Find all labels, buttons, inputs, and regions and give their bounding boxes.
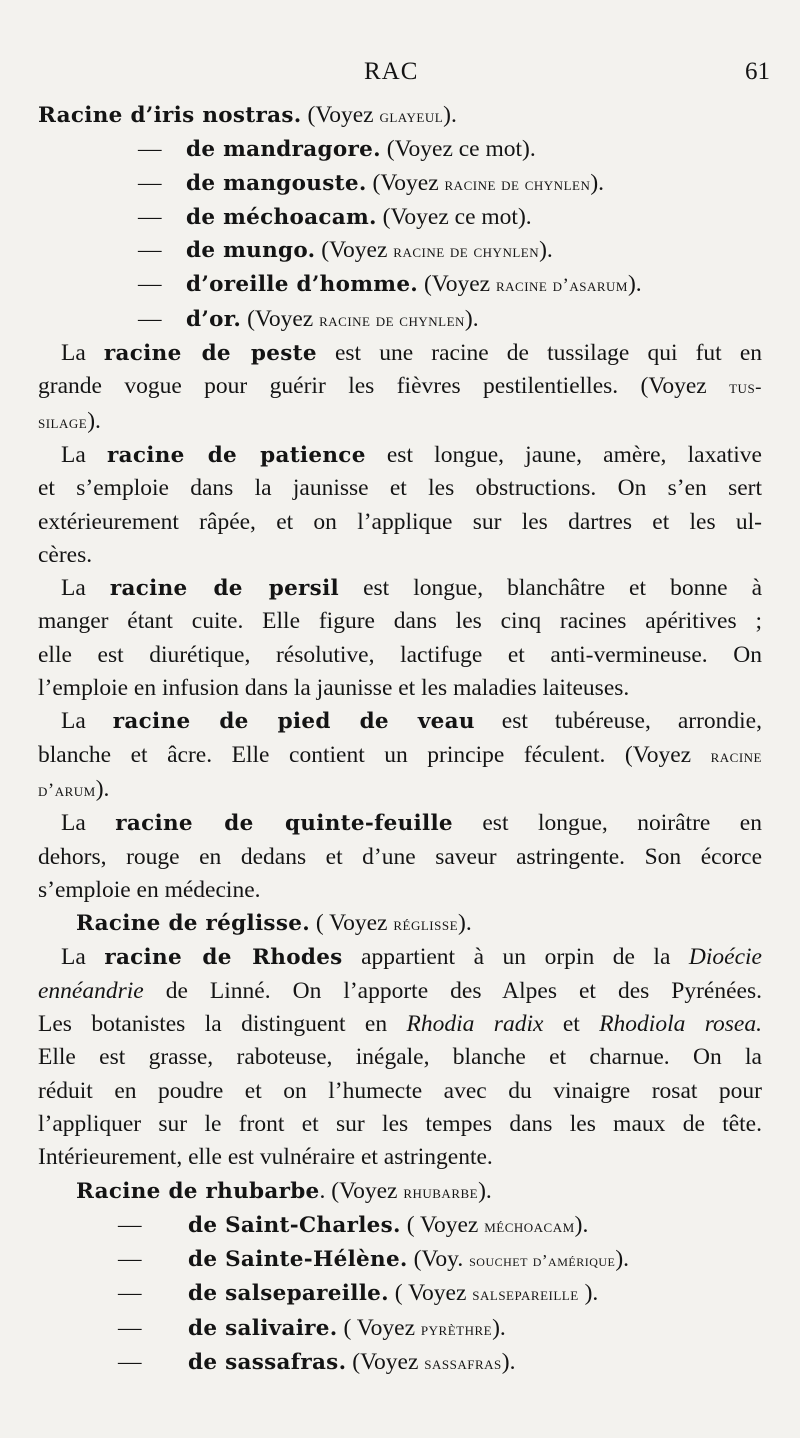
- text-line: dehors, rouge en dedans et d’une saveur astringente. Son écorce: [38, 843, 762, 870]
- text-line: [38, 807, 762, 840]
- entry-text: ).: [590, 169, 605, 196]
- entry-line: [38, 99, 762, 133]
- entry-line: [38, 1243, 762, 1277]
- text-line: [38, 773, 762, 807]
- text: ).: [95, 775, 110, 802]
- entry-line: [38, 303, 762, 337]
- dash: —: [118, 1211, 142, 1238]
- entry-term: de salivaire.: [188, 1315, 338, 1341]
- text: ( Voyez: [388, 1280, 473, 1307]
- entry-line: [38, 201, 762, 234]
- text: (Voy.: [407, 1246, 470, 1273]
- text: ).: [478, 1177, 492, 1204]
- dash: —: [138, 271, 162, 298]
- running-title: RAC: [364, 58, 419, 85]
- entry-line: [38, 268, 762, 302]
- dash: —: [138, 136, 162, 163]
- text: ).: [574, 1211, 589, 1238]
- entry-term: Racine de rhubarbe: [76, 1178, 320, 1204]
- paragraph-quinte-feuille: [38, 807, 762, 907]
- entry-text: (Voyez ce mot).: [376, 203, 532, 230]
- text-line: [38, 337, 762, 370]
- entry-term: de salsepareille.: [188, 1281, 389, 1307]
- page: [38, 55, 770, 1380]
- text-line: [38, 405, 762, 439]
- entry-term: de Saint-Charles.: [188, 1212, 401, 1238]
- text-line: l’appliquer sur le front et sur les tempes dans les maux de tête.: [38, 1110, 762, 1137]
- entry-term: Racine de réglisse.: [76, 911, 310, 937]
- dash: —: [138, 305, 162, 332]
- text: La: [61, 810, 116, 837]
- paragraph-persil: [38, 572, 762, 705]
- text: ).: [578, 1280, 599, 1307]
- entry-line: [38, 167, 762, 201]
- text: ( Voyez: [310, 910, 394, 937]
- text-line: [38, 739, 762, 773]
- paragraph-pied-de-veau: [38, 705, 762, 807]
- text-line: [38, 975, 762, 1008]
- entry-term: d’oreille d’homme.: [186, 272, 419, 298]
- dash: —: [118, 1314, 142, 1341]
- dash: —: [118, 1348, 142, 1375]
- entry-text: (Voyez: [418, 271, 496, 298]
- cross-reference: silage: [38, 411, 88, 433]
- dash: —: [138, 169, 162, 196]
- entry-text: (Voyez: [301, 102, 380, 128]
- entry-text: ).: [627, 271, 642, 298]
- text: ).: [501, 1348, 516, 1375]
- text: blanche et âcre. Elle contient un principe féculent. (Voyez: [38, 741, 711, 768]
- cross-reference: racine: [710, 745, 762, 767]
- entry-text: ).: [539, 237, 553, 264]
- text: La: [61, 575, 110, 602]
- cross-reference: rhubarbe: [403, 1181, 479, 1203]
- text: La: [61, 944, 105, 971]
- entry-line: [38, 1175, 762, 1209]
- cross-reference: salsepareille: [472, 1284, 579, 1306]
- paragraph-peste: [38, 337, 762, 439]
- cross-reference: méchoacam: [484, 1215, 575, 1237]
- text: est une racine de tussilage qui fut en: [316, 340, 763, 367]
- page-header: [38, 55, 770, 93]
- text: de Linné. On l’apporte des Alpes et des Pyrénées.: [143, 977, 762, 1004]
- text: est longue, jaune, amère, laxative: [365, 441, 762, 468]
- text: ( Voyez: [400, 1211, 485, 1238]
- entry-term: de sassafras.: [188, 1349, 347, 1375]
- italic-text: Rhodiola rosea.: [599, 1011, 762, 1038]
- text-line: elle est diurétique, résolutive, lactifuge et anti-vermineuse. On: [38, 641, 762, 668]
- text: . (Voyez: [319, 1177, 404, 1204]
- dash: —: [118, 1246, 142, 1273]
- entry-term: Racine d’iris nostras.: [38, 103, 302, 128]
- text-line: [38, 1008, 762, 1041]
- italic-text: Rhodia radix: [406, 1011, 544, 1038]
- entry-text: ).: [443, 102, 457, 128]
- text-line: l’emploie en infusion dans la jaunisse et les maladies laiteuses.: [38, 675, 630, 702]
- paragraph-patience: [38, 439, 762, 572]
- entry-list-rhubarbe: [38, 1175, 762, 1381]
- entry-reglisse: [38, 907, 762, 941]
- page-number: 61: [745, 58, 770, 85]
- text-line: [38, 439, 762, 472]
- text: est longue, blanchâtre et bonne à: [339, 575, 763, 602]
- text: appartient à un orpin de la: [342, 944, 689, 971]
- text: et: [543, 1011, 600, 1038]
- text: Les botanistes la distinguent en: [38, 1011, 407, 1038]
- text-line: manger étant cuite. Elle figure dans les cinq racines apéritives ;: [38, 608, 762, 635]
- entry-term: d’or.: [186, 306, 242, 332]
- text: est longue, noirâtre en: [452, 810, 762, 837]
- entry-term: racine de patience: [106, 442, 366, 468]
- cross-reference: tus-: [729, 377, 762, 399]
- text: ).: [458, 910, 472, 937]
- text: grande vogue pour guérir les fièvres pestilentielles. (Voyez: [38, 373, 730, 400]
- entry-line: [38, 234, 762, 268]
- text-line: et s’emploie dans la jaunisse et les obstructions. On s’en sert: [38, 475, 762, 502]
- cross-reference: racine d’asarum: [495, 275, 628, 297]
- text-line: [38, 370, 762, 404]
- text-line: [38, 572, 762, 605]
- entry-term: de mangouste.: [186, 170, 367, 196]
- text: La: [61, 441, 107, 468]
- dash: —: [118, 1280, 142, 1307]
- text-line: Elle est grasse, raboteuse, inégale, blanche et charnue. On la: [38, 1044, 762, 1071]
- text: La: [61, 340, 104, 367]
- entry-text: (Voyez: [315, 237, 394, 264]
- entry-term: racine de pied de veau: [112, 709, 475, 735]
- text-line: extérieurement râpée, et on l’applique sur les dartres et les ul-: [38, 508, 762, 535]
- text-line: Intérieurement, elle est vulnéraire et astringente.: [38, 1144, 493, 1171]
- dash: —: [138, 203, 162, 230]
- text: ).: [87, 407, 101, 434]
- entry-term: racine de Rhodes: [104, 945, 343, 971]
- entry-term: de mungo.: [186, 238, 316, 264]
- cross-reference: racine de chynlen: [319, 309, 465, 331]
- entry-line: [38, 1277, 762, 1311]
- entry-text: (Voyez: [366, 169, 445, 196]
- entry-line: [38, 1209, 762, 1243]
- entry-line: [38, 1346, 762, 1380]
- cross-reference: racine de chynlen: [393, 241, 540, 263]
- entry-line: [38, 1312, 762, 1346]
- text-line: s’emploie en médecine.: [38, 876, 261, 903]
- dash: —: [138, 237, 162, 264]
- text: (Voyez: [346, 1348, 425, 1375]
- entry-term: de Sainte-Hélène.: [188, 1247, 408, 1273]
- italic-text: ennéandrie: [38, 977, 144, 1004]
- text: est tubéreuse, arrondie,: [474, 708, 762, 735]
- entry-text: ).: [464, 305, 479, 332]
- entry-term: racine de peste: [103, 341, 317, 367]
- text: ).: [615, 1246, 630, 1273]
- cross-reference: racine de chynlen: [444, 173, 591, 195]
- text: ( Voyez: [337, 1314, 421, 1341]
- text-line: réduit en poudre et on l’humecte avec du vinaigre rosat pour: [38, 1077, 762, 1104]
- cross-reference: glayeul: [379, 106, 444, 127]
- text: La: [61, 708, 113, 735]
- entry-term: racine de quinte-feuille: [115, 811, 453, 837]
- text-line: [38, 705, 762, 738]
- text-line: cères.: [38, 541, 93, 568]
- entry-term: racine de persil: [109, 576, 340, 602]
- text: ).: [492, 1314, 506, 1341]
- entry-term: de mandragore.: [186, 137, 381, 163]
- entry-term: de méchoacam.: [186, 204, 377, 230]
- cross-reference: souchet d’amérique: [469, 1251, 616, 1271]
- cross-reference: d’arum: [38, 779, 96, 801]
- italic-text: Dioécie: [688, 944, 762, 971]
- text-line: [38, 941, 762, 974]
- cross-reference: réglisse: [393, 914, 459, 936]
- cross-reference: pyrèthre: [420, 1318, 493, 1340]
- entry-text: (Voyez: [241, 305, 320, 332]
- paragraph-rhodes: [38, 941, 762, 1174]
- entry-line: [38, 133, 762, 166]
- cross-reference: sassafras: [424, 1352, 502, 1374]
- entry-text: (Voyez ce mot).: [380, 136, 536, 163]
- entry-list-iris: [38, 99, 762, 337]
